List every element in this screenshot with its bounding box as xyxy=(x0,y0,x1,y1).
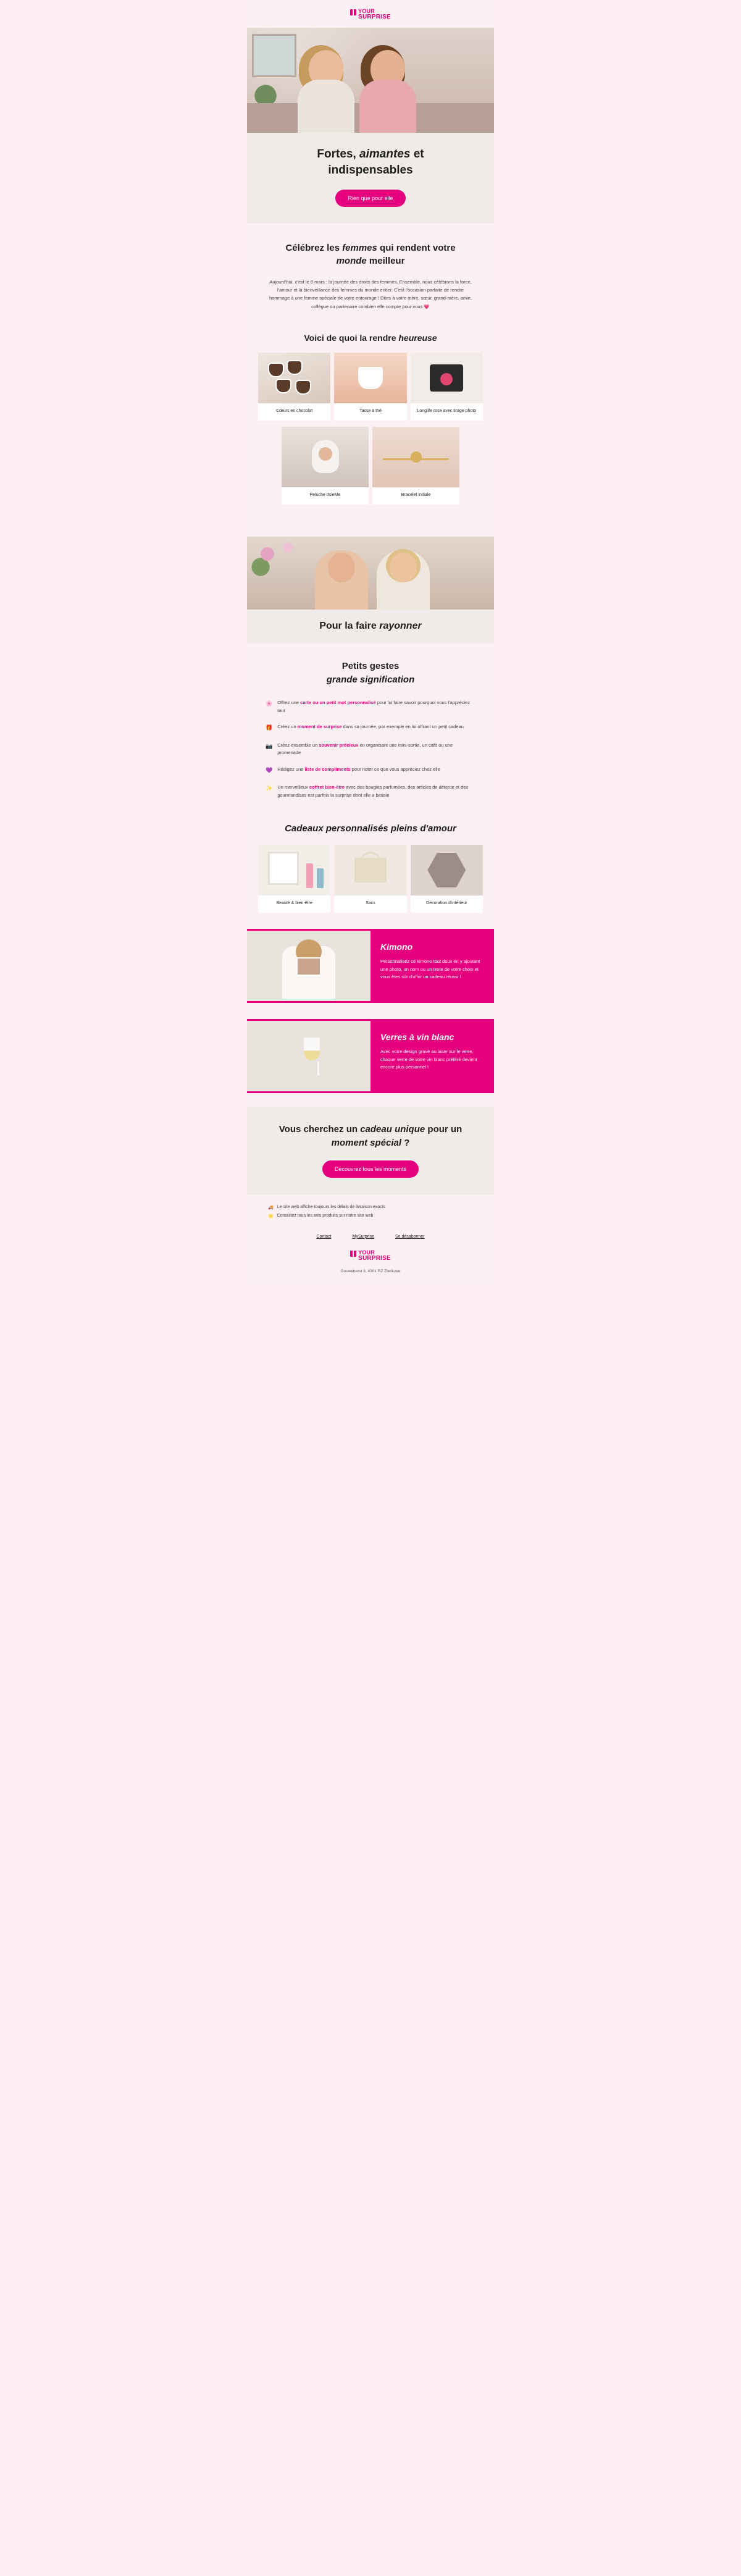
headline-part-3: indispensables xyxy=(328,164,413,177)
header-logo-bar xyxy=(247,0,494,28)
hero-woman-left xyxy=(304,50,354,133)
tip-highlight: carte ou un petit mot personnalisé xyxy=(300,699,376,705)
hero2-person-right xyxy=(377,550,430,610)
product-card[interactable] xyxy=(282,427,369,505)
promo-kimono[interactable] xyxy=(247,929,494,1003)
camera-icon: 📷 xyxy=(266,742,273,749)
product-card[interactable] xyxy=(372,427,459,505)
shine-title xyxy=(259,619,482,633)
heart-icon: 💜 xyxy=(266,767,273,774)
shine-title-em: rayonner xyxy=(379,620,422,631)
category-card[interactable] xyxy=(411,845,483,913)
product-card[interactable] xyxy=(334,353,406,421)
categories-row xyxy=(247,845,494,913)
product-name: Peluche ItsieMe xyxy=(282,487,369,505)
categories-section xyxy=(247,812,494,929)
tip-text-a: Créez un xyxy=(277,724,298,730)
bags-image xyxy=(334,845,406,896)
tip-text-a: Rédigez une xyxy=(277,766,305,773)
sparkles-icon: ✨ xyxy=(266,785,273,792)
gift-icon: 🎁 xyxy=(266,724,273,731)
tea-cup-image xyxy=(334,353,406,403)
tip-text-b: dans sa journée, par exemple en lui offrant un petit cadeau xyxy=(341,724,464,730)
category-name: Beauté & bien-être xyxy=(258,896,330,913)
longlife-rose-image xyxy=(411,353,483,403)
tip-text xyxy=(277,742,475,758)
product-card[interactable] xyxy=(411,353,483,421)
product-card[interactable] xyxy=(258,353,330,421)
logo-line-1: YOUR xyxy=(358,8,375,14)
promo-body: Avec votre design gravé au laser sur le verre, chaque verre de votre vin blanc préféré devient encore plus personnel ! xyxy=(380,1048,477,1070)
truck-icon: 🚚 xyxy=(268,1205,274,1210)
tip-text-a: Un merveilleux xyxy=(277,784,309,791)
intro-body: Aujourd'hui, c'est le 8 mars : la journée des droits des femmes. Ensemble, nous célébrons la force, l'amour et la bienveillance des femmes du monde entier. C'est l'occasion parfaite de rendre hommage à une femme spéciale de votre entourage ! Dites à votre mère, sœur, grand-mère, amie, collègue ou partenaire combien elle compte pour vous 💗 xyxy=(269,279,472,309)
logo-line-1: YOUR xyxy=(358,1249,375,1256)
gift-icon xyxy=(350,9,356,15)
intro-title-a: Célébrez les xyxy=(285,242,340,253)
intro-section xyxy=(247,223,494,327)
secondary-hero-image xyxy=(247,537,494,610)
footer-link-contact[interactable]: Contact xyxy=(316,1234,332,1239)
category-name: Sacs xyxy=(334,896,406,913)
main-headline xyxy=(264,146,477,178)
closing-section xyxy=(247,1107,494,1195)
intro-title-em2: monde xyxy=(336,256,367,267)
products-section xyxy=(247,327,494,537)
promo-title: Kimono xyxy=(380,941,413,952)
kimono-image xyxy=(247,931,371,1001)
list-item xyxy=(266,723,475,732)
hero-window xyxy=(252,34,296,77)
shine-title-a: Pour la faire xyxy=(319,620,377,631)
hero-image xyxy=(247,28,494,133)
tip-text-b: pour lui faire savoir pourquoi vous l'appréciez tant xyxy=(277,699,471,713)
category-card[interactable] xyxy=(258,845,330,913)
product-name: Bracelet initiale xyxy=(372,487,459,505)
yoursurprise-logo[interactable] xyxy=(350,9,391,21)
note-delivery xyxy=(268,1205,473,1210)
gestures-title-em: grande signification xyxy=(326,674,415,686)
note-text: Le site web affiche toujours les délais de livraison exacts xyxy=(277,1204,386,1209)
promo-wine-glasses[interactable] xyxy=(247,1019,494,1093)
promo-title: Verres à vin blanc xyxy=(380,1031,454,1042)
tip-highlight: coffret bien-être xyxy=(309,784,345,791)
tip-text xyxy=(277,784,475,800)
hero-woman-right xyxy=(366,50,416,133)
intro-title xyxy=(268,241,473,269)
product-name: Cœurs en chocolat xyxy=(258,403,330,421)
headline-part-1: Fortes, xyxy=(317,148,356,161)
note-reviews xyxy=(268,1214,473,1219)
chocolate-hearts-image xyxy=(258,353,330,403)
tip-text xyxy=(277,766,440,775)
tip-text-a: Créez ensemble un xyxy=(277,742,319,748)
footer-link-unsubscribe[interactable]: Se désabonner xyxy=(395,1234,425,1239)
footer-notes xyxy=(247,1195,494,1226)
hero2-person-left xyxy=(315,550,368,610)
flowers-decoration xyxy=(247,537,315,580)
closing-title-b: pour un xyxy=(427,1123,463,1135)
products-row-2 xyxy=(247,427,494,505)
tip-text-b: avec des bougies parfumées, des articles de détente et des gourmandises est parfois la surprise dont elle a besoin xyxy=(277,784,469,799)
closing-title-c: ? xyxy=(404,1138,410,1149)
tip-text xyxy=(277,723,464,732)
tip-highlight: souvenir précieux xyxy=(319,742,359,748)
footer-links xyxy=(247,1226,494,1245)
plush-toy-image xyxy=(282,427,369,487)
tip-text-a: Offrez une xyxy=(277,699,301,705)
kimono-text-panel xyxy=(371,931,494,1001)
home-decor-image xyxy=(411,845,483,896)
products-title-a: Voici de quoi la rendre xyxy=(304,332,396,343)
gift-icon xyxy=(350,1251,356,1257)
list-item xyxy=(266,699,475,715)
footer-address: Gouweborst 3, 4301 RZ Zierikzee xyxy=(340,1269,401,1274)
wine-text-panel xyxy=(371,1021,494,1091)
products-title xyxy=(247,333,494,343)
tip-highlight: moment de surprise xyxy=(297,724,342,730)
tip-text-b: en organisant une mini-sortie, un café ou une promenade xyxy=(277,742,453,756)
note-text: Consultez tous les avis produits sur notre site web xyxy=(277,1213,374,1218)
gestures-title xyxy=(247,660,494,687)
logo-line-2: SURPRISE xyxy=(358,14,391,21)
list-item xyxy=(266,742,475,758)
products-row-1 xyxy=(247,353,494,421)
shine-band xyxy=(247,610,494,644)
closing-title-a: Vous cherchez un xyxy=(278,1123,358,1135)
initial-bracelet-image xyxy=(372,427,459,487)
logo-line-2: SURPRISE xyxy=(358,1255,391,1262)
email-body xyxy=(247,0,494,1286)
beauty-wellness-image xyxy=(258,845,330,896)
headline-emphasis: aimantes xyxy=(359,148,411,161)
tip-highlight: liste de compliments xyxy=(304,766,351,773)
footer-logo-bar xyxy=(247,1245,494,1265)
tip-text xyxy=(277,699,475,715)
category-name: Décoration d'intérieur xyxy=(411,896,483,913)
hero-woman-left-body xyxy=(298,80,354,133)
footer-link-mysurprise[interactable]: MySurprise xyxy=(352,1234,375,1239)
yoursurprise-logo-footer[interactable] xyxy=(350,1250,391,1262)
headline-band xyxy=(247,133,494,222)
intro-title-em: femmes xyxy=(342,242,377,253)
intro-title-c: meilleur xyxy=(369,256,405,267)
intro-title-b: qui rendent votre xyxy=(380,242,456,253)
list-item xyxy=(266,766,475,775)
star-icon: 🌟 xyxy=(268,1214,274,1219)
closing-title-em: cadeau unique xyxy=(360,1123,425,1135)
headline-part-2: et xyxy=(413,148,424,161)
closing-title-em2: moment spécial xyxy=(331,1138,402,1149)
product-name: Longlife rose avec tirage photo xyxy=(411,403,483,421)
promo-body: Personnalisez ce kimono tout doux en y ajoutant une photo, un nom ou un texte de votre choix et vous êtes sûr d'offrir un cadeau réussi ! xyxy=(380,958,480,980)
gestures-list xyxy=(247,699,494,800)
tip-text-b: pour noter ce que vous appréciez chez elle xyxy=(350,766,440,773)
discover-moments-button[interactable]: Découvrez tous les moments xyxy=(322,1160,419,1178)
list-item xyxy=(266,784,475,800)
cta-just-for-her-button[interactable]: Rien que pour elle xyxy=(335,190,405,207)
gestures-title-a: Petits gestes xyxy=(341,661,400,672)
products-title-em: heureuse xyxy=(398,332,437,343)
gestures-section xyxy=(247,644,494,812)
categories-title: Cadeaux personnalisés pleins d'amour xyxy=(285,823,456,834)
hero-woman-right-body xyxy=(359,80,416,133)
flower-icon: 🌸 xyxy=(266,700,273,707)
category-card[interactable] xyxy=(334,845,406,913)
closing-title xyxy=(266,1123,475,1151)
product-name: Tasse à thé xyxy=(334,403,406,421)
white-wine-glasses-image xyxy=(247,1021,371,1091)
